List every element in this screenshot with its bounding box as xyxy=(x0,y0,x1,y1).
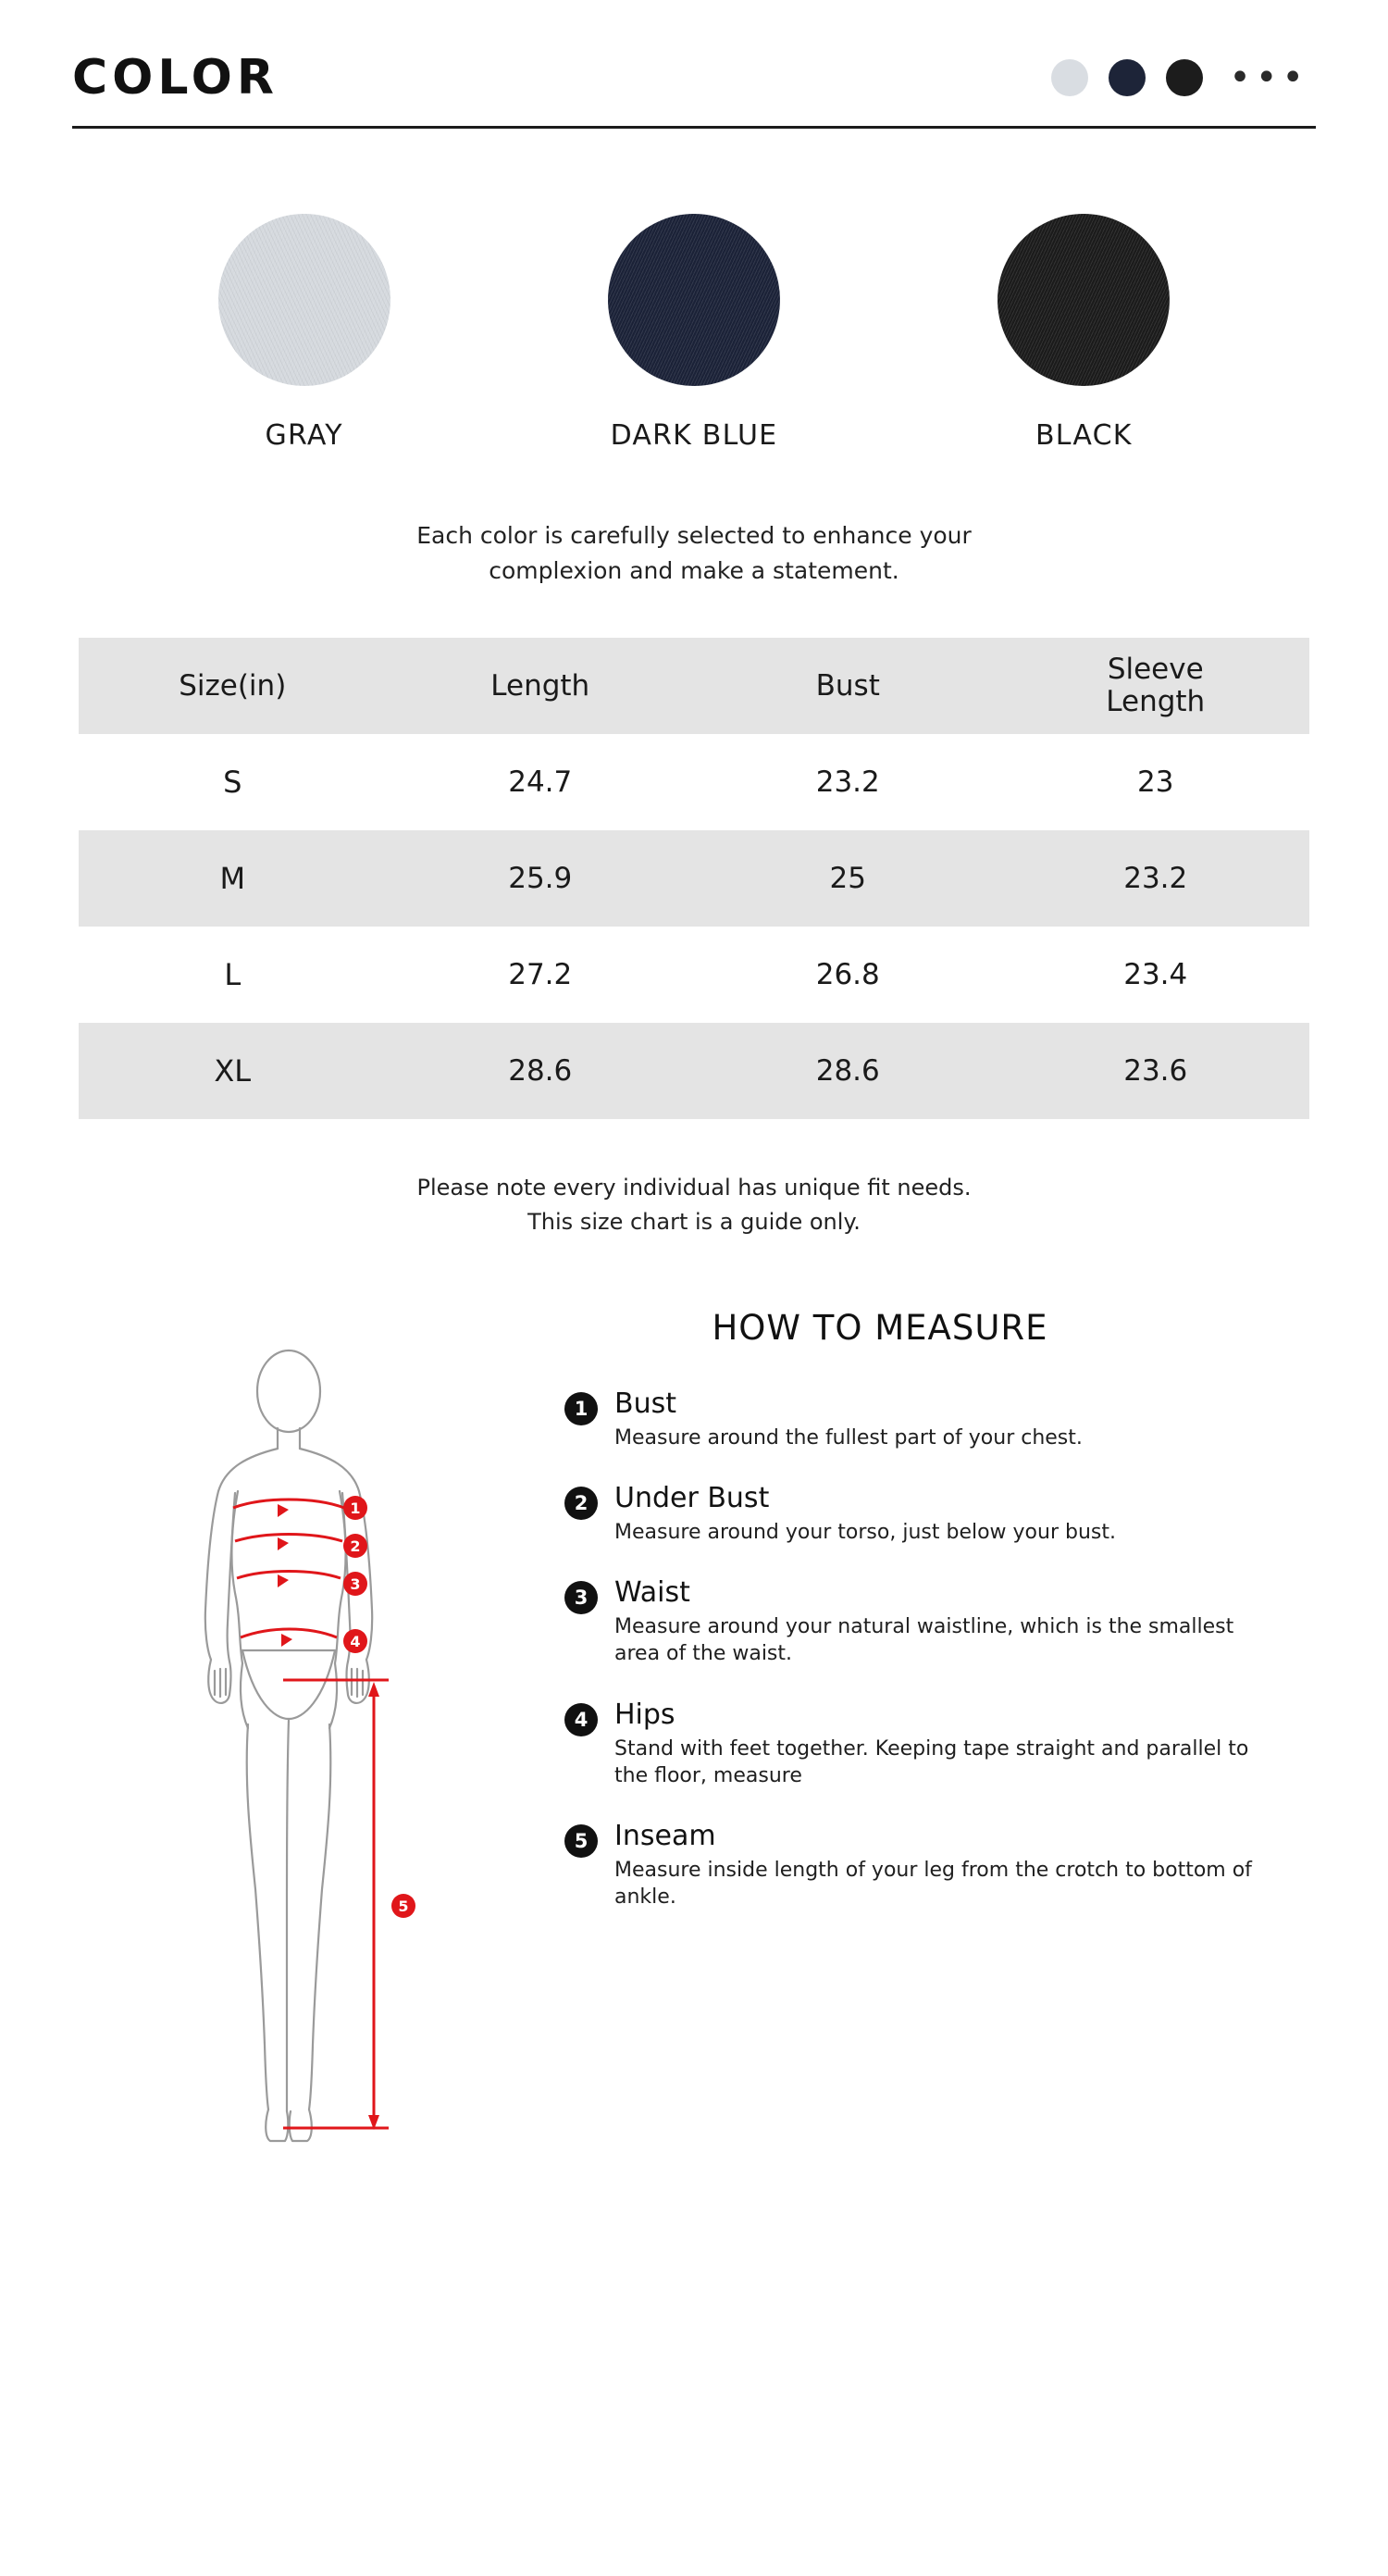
swatch-black-circle xyxy=(998,214,1170,386)
svg-text:1: 1 xyxy=(350,1500,361,1518)
measure-item-hips-desc: Stand with feet together. Keeping tape straight and parallel to the floor, measure xyxy=(614,1736,1249,1787)
figure-marker-3 xyxy=(343,1572,367,1596)
swatch-gray xyxy=(166,214,443,452)
measure-item-under-bust xyxy=(564,1483,1279,1546)
measure-item-waist-title: Waist xyxy=(614,1576,690,1610)
measure-item-hips-title: Hips xyxy=(614,1698,675,1731)
measure-item-inseam-desc: Measure inside length of your leg from the crotch to bottom of ankle. xyxy=(614,1858,1252,1909)
how-to-measure-section xyxy=(72,1308,1316,2182)
header-size: Size(in) xyxy=(179,668,287,703)
measure-item-waist-desc: Measure around your natural waistline, which is the smallest area of the waist. xyxy=(614,1615,1234,1666)
measure-item-waist xyxy=(564,1577,1279,1667)
color-note-line-1: Each color is carefully selected to enhance your xyxy=(416,522,972,549)
swatch-dark-blue-label: DARK BLUE xyxy=(610,419,778,452)
size-table-header-row xyxy=(79,638,1309,734)
measure-number-3-icon: 3 xyxy=(564,1581,598,1614)
measure-item-hips xyxy=(564,1699,1279,1789)
measure-item-bust-desc: Measure around the fullest part of your chest. xyxy=(614,1426,1083,1450)
header-sleeve-line-2: Length xyxy=(1106,685,1206,718)
measure-item-inseam-title: Inseam xyxy=(614,1819,716,1852)
cell-bust: 23.2 xyxy=(815,765,880,799)
size-table-head xyxy=(79,638,1309,734)
color-swatch-row xyxy=(72,214,1316,452)
table-row xyxy=(79,830,1309,927)
gray-dot-icon xyxy=(1051,59,1088,96)
measure-item-inseam xyxy=(564,1821,1279,1910)
svg-text:3: 3 xyxy=(350,1575,361,1594)
cell-sleeve: 23 xyxy=(1137,765,1174,799)
how-to-measure-title: HOW TO MEASURE xyxy=(712,1308,1048,1349)
cell-length: 24.7 xyxy=(508,765,573,799)
cell-size: L xyxy=(224,957,242,992)
header-bust: Bust xyxy=(815,668,880,703)
color-note xyxy=(72,518,1316,588)
cell-length: 27.2 xyxy=(508,958,573,991)
cell-bust: 26.8 xyxy=(815,958,880,991)
size-table-note-line-1: Please note every individual has unique fit needs. xyxy=(416,1175,972,1201)
swatch-gray-label: GRAY xyxy=(265,419,343,452)
swatch-gray-circle xyxy=(218,214,390,386)
cell-bust: 25 xyxy=(829,862,866,895)
size-table-body xyxy=(79,734,1309,1119)
figure-marker-4 xyxy=(343,1629,367,1653)
measurement-figure xyxy=(72,1308,553,2182)
measure-number-1-icon: 1 xyxy=(564,1392,598,1425)
cell-size: S xyxy=(223,765,242,800)
size-table-note-line-2: This size chart is a guide only. xyxy=(527,1209,861,1236)
color-dot-group xyxy=(1051,56,1316,99)
swatch-dark-blue xyxy=(555,214,833,452)
page-title: COLOR xyxy=(72,50,279,106)
table-row xyxy=(79,927,1309,1023)
swatch-black xyxy=(945,214,1222,452)
measure-item-bust-title: Bust xyxy=(614,1388,676,1421)
size-table xyxy=(79,638,1309,1119)
measure-number-4-icon: 4 xyxy=(564,1703,598,1736)
table-row xyxy=(79,734,1309,830)
svg-text:5: 5 xyxy=(398,1898,409,1916)
size-table-note xyxy=(72,1171,1316,1239)
header-divider xyxy=(72,126,1316,129)
header-sleeve-line-1: Sleeve xyxy=(1107,653,1204,687)
cell-sleeve: 23.6 xyxy=(1123,1054,1188,1088)
table-row xyxy=(79,1023,1309,1119)
svg-text:4: 4 xyxy=(350,1633,361,1651)
measure-number-5-icon: 5 xyxy=(564,1824,598,1858)
cell-sleeve: 23.4 xyxy=(1123,958,1188,991)
swatch-black-label: BLACK xyxy=(1035,419,1133,452)
measure-item-under-bust-title: Under Bust xyxy=(614,1482,770,1515)
dark-blue-dot-icon xyxy=(1109,59,1146,96)
measure-item-bust xyxy=(564,1388,1279,1451)
measure-guide-list xyxy=(553,1308,1316,1941)
color-note-line-2: complexion and make a statement. xyxy=(489,556,899,584)
body-figure-illustration xyxy=(174,1345,479,2178)
swatch-dark-blue-circle xyxy=(608,214,780,386)
black-dot-icon xyxy=(1166,59,1203,96)
more-colors-ellipsis-icon: ••• xyxy=(1229,56,1308,99)
measure-item-under-bust-desc: Measure around your torso, just below your bust. xyxy=(614,1521,1116,1545)
cell-length: 28.6 xyxy=(508,1054,573,1088)
cell-bust: 28.6 xyxy=(815,1054,880,1088)
figure-marker-5 xyxy=(391,1894,415,1918)
figure-marker-2 xyxy=(343,1534,367,1558)
svg-text:2: 2 xyxy=(350,1537,361,1556)
header-length: Length xyxy=(490,668,590,703)
cell-size: XL xyxy=(214,1053,252,1089)
page-header xyxy=(72,0,1316,126)
figure-marker-1 xyxy=(343,1496,367,1520)
cell-length: 25.9 xyxy=(508,862,573,895)
cell-sleeve: 23.2 xyxy=(1123,862,1188,895)
measure-number-2-icon: 2 xyxy=(564,1487,598,1520)
cell-size: M xyxy=(219,861,246,896)
header-sleeve-length xyxy=(1002,638,1310,734)
